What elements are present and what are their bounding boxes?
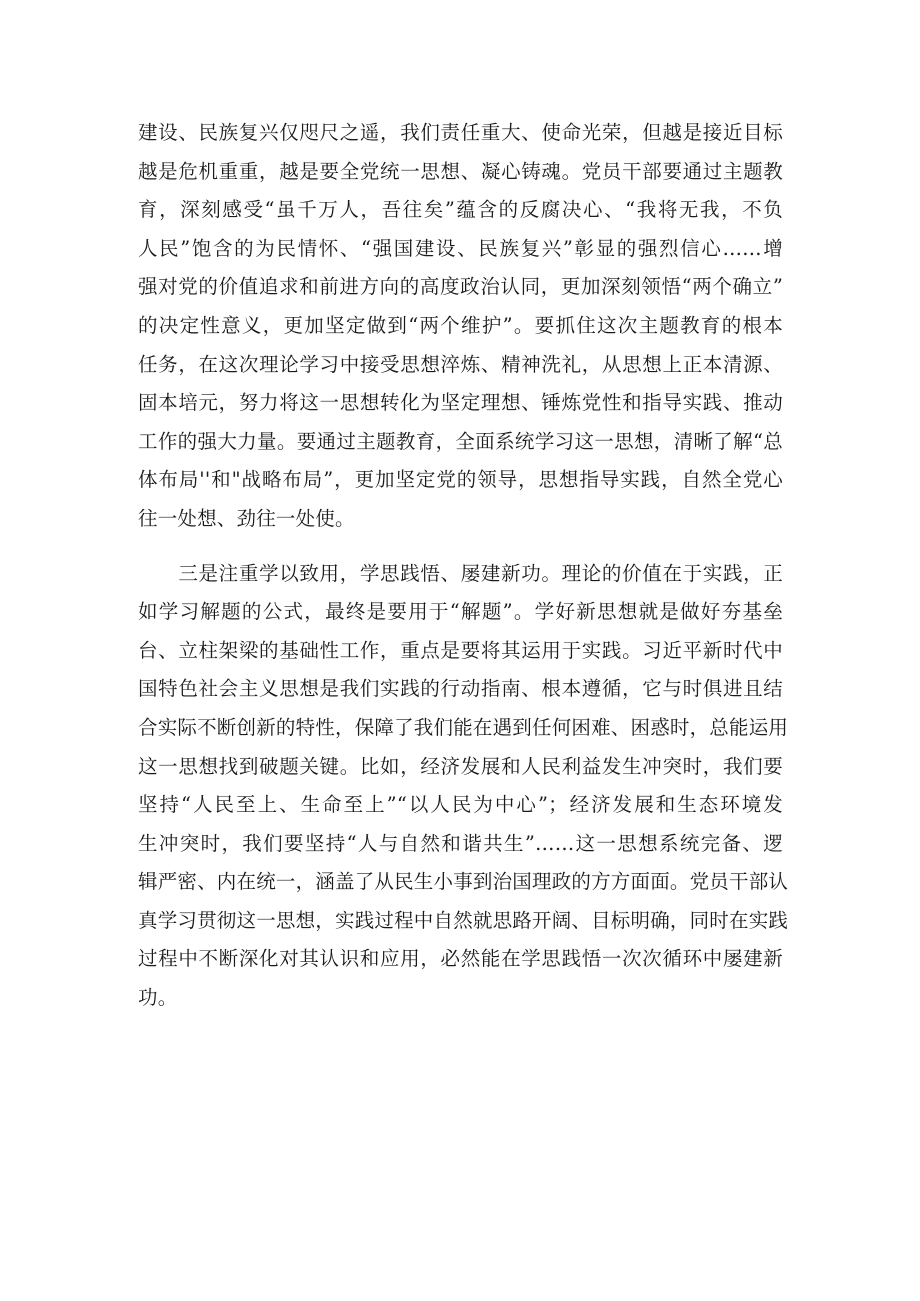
text-line: 这一思想找到破题关键。比如，经济发展和人民利益发生冲突时，我们要: [138, 754, 783, 778]
text-line: 真学习贯彻这一思想，实践过程中自然就思路开阔、目标明确，同时在实践: [138, 908, 789, 932]
text-line: 过程中不断深化对其认识和应用，必然能在学思践悟一次次循环中屡建新: [138, 947, 783, 971]
text-line: 建设、民族复兴仅咫尺之遥，我们责任重大、使命光荣，但越是接近目标: [138, 121, 783, 144]
text-line: 体布局''和"战略布局”，更加坚定党的领导，思想指导实践，自然全党心: [138, 468, 783, 492]
text-line: 强对党的价值追求和前进方向的高度政治认同，更加深刻领悟“两个确立”: [138, 275, 783, 299]
text-line: 台、立柱架梁的基础性工作，重点是要将其运用于实践。习近平新时代中: [138, 638, 783, 662]
text-line: 固本培元，努力将这一思想转化为坚定理想、锤炼党性和指导实践、推动: [138, 391, 783, 415]
paragraph-1: [138, 114, 783, 539]
text-line: 生冲突时，我们要坚持“人与自然和谐共生”……这一思想系统完备、逻: [138, 831, 783, 855]
text-line: 国特色社会主义思想是我们实践的行动指南、根本遵循，它与时俱进且结: [138, 677, 783, 701]
text-line: 合实际不断创新的特性，保障了我们能在遇到任何困难、困惑时，总能运用: [138, 715, 789, 739]
text-line: 如学习解题的公式，最终是要用于“解题”。学好新思想就是做好夯基垒: [138, 600, 783, 624]
text-line: 辑严密、内在统一，涵盖了从民生小事到治国理政的方方面面。党员干部认: [138, 870, 789, 894]
paragraph-gap: [138, 539, 783, 555]
text-line-last: 功。: [138, 986, 178, 1010]
text-line-last: 往一处想、劲往一处使。: [138, 506, 355, 530]
paragraph-2: [138, 555, 789, 1018]
text-line: 任务，在这次理论学习中接受思想淬炼、精神洗礼，从思想上正本清源、: [138, 352, 783, 376]
text-line: 人民”饱含的为民情怀、“强国建设、民族复兴”彰显的强烈信心……增: [138, 236, 783, 260]
text-line: 的决定性意义，更加坚定做到“两个维护”。要抓住这次主题教育的根本: [138, 313, 783, 337]
text-line-first: 三是注重学以致用，学思践悟、屡建新功。理论的价值在于实践，正: [138, 561, 783, 585]
text-line: 坚持“人民至上、生命至上”“以人民为中心”；经济发展和生态环境发: [138, 793, 783, 817]
document-body: [138, 114, 789, 1018]
text-line: 越是危机重重，越是要全党统一思想、凝心铸魂。党员干部要通过主题教: [138, 159, 783, 183]
text-line: 育，深刻感受“虽千万人，吾往矣”蕴含的反腐决心、“我将无我，不负: [138, 198, 783, 222]
text-line: 工作的强大力量。要通过主题教育，全面系统学习这一思想，清晰了解“总: [138, 429, 783, 453]
